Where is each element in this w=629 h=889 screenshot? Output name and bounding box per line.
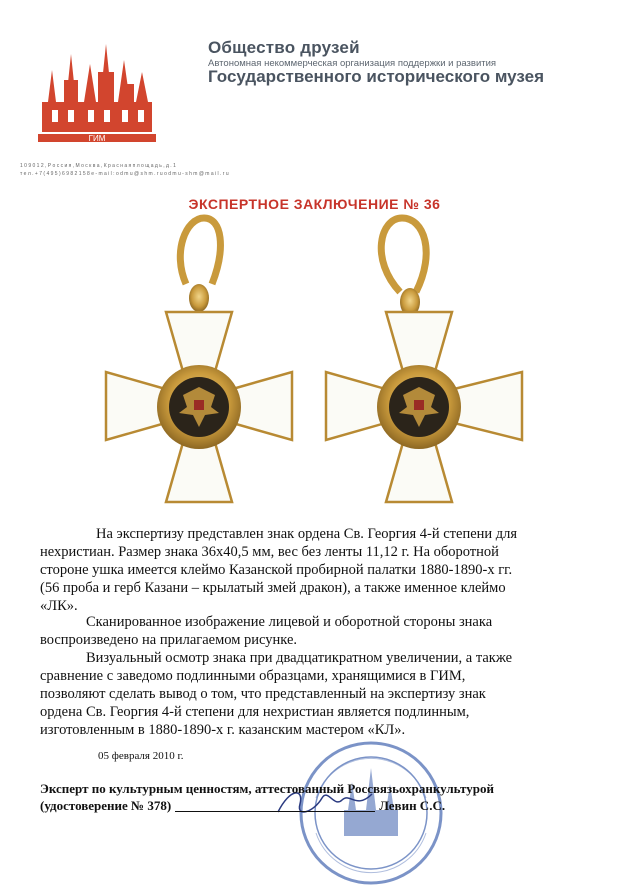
document-heading: ЭКСПЕРТНОЕ ЗАКЛЮЧЕНИЕ № 36 xyxy=(188,196,441,212)
expert-name: Левин С.С. xyxy=(379,798,446,813)
org-title: Общество друзей xyxy=(208,38,360,57)
signature-line xyxy=(175,811,375,812)
museum-title: Государственного исторического музея xyxy=(208,67,545,86)
text-line: сравнение с заведомо подлинными образцами, хранящимися в ГИМ, xyxy=(40,668,466,684)
text-line: На экспертизу представлен знак ордена Св. Георгия 4-й степени для xyxy=(96,526,518,542)
text-line: воспроизведено на прилагаемом рисунке. xyxy=(40,632,298,648)
text-line: нехристиан. Размер знака 36х40,5 мм, вес без ленты 11,12 г. На оборотной xyxy=(40,544,499,560)
order-front-photo xyxy=(86,212,316,512)
contact-info xyxy=(20,162,229,178)
logo-lettering: ГИМ xyxy=(88,134,106,143)
text-line: Сканированное изображение лицевой и оборотной стороны знака xyxy=(86,614,493,630)
text-line: изготовленным в 1880-1890-х г. казанским мастером «КЛ». xyxy=(40,722,406,738)
museum-logo xyxy=(38,40,156,150)
text-line: Визуальный осмотр знака при двадцатикратном увеличении, а также xyxy=(86,650,513,666)
contact-address: 1 0 9 0 1 2 , Р о с с и я , М о с к в а , К р а с н а я п л о щ а д ь , д . 1 xyxy=(20,163,176,169)
contact-phone-email: т е л . + 7 ( 4 9 5 ) 6 9 8 2 1 5 8 e - m a i l : o d m u @ s h m . r u o d m u - s h m @ m a i l . r u xyxy=(20,171,229,177)
certificate-line xyxy=(40,798,445,814)
paragraph-scan-note xyxy=(40,613,586,649)
expert-line: Эксперт по культурным ценностям, аттестованный Россвязьохранкультурой xyxy=(40,781,494,796)
text-line: ордена Св. Георгия 4-й степени для нехристиан является подлинным, xyxy=(40,704,470,720)
paragraph-conclusion xyxy=(40,649,586,739)
text-line: позволяют сделать вывод о том, что представленный на экспертизу знак xyxy=(40,686,486,702)
text-line: стороне ушка имеется клеймо Казанской пробирной палатки 1880-1890-х гг. xyxy=(40,562,513,578)
document-date: 05 февраля 2010 г. xyxy=(98,750,184,762)
order-back-photo xyxy=(312,212,542,512)
paragraph-description xyxy=(40,525,586,615)
text-line: «ЛК». xyxy=(40,598,78,614)
certificate-label: (удостоверение № 378) xyxy=(40,798,172,813)
org-subtitle: Автономная некоммерческая организация поддержки и развития xyxy=(208,58,497,69)
text-line: (56 проба и герб Казани – крылатый змей дракон), а также именное клеймо xyxy=(40,580,506,596)
